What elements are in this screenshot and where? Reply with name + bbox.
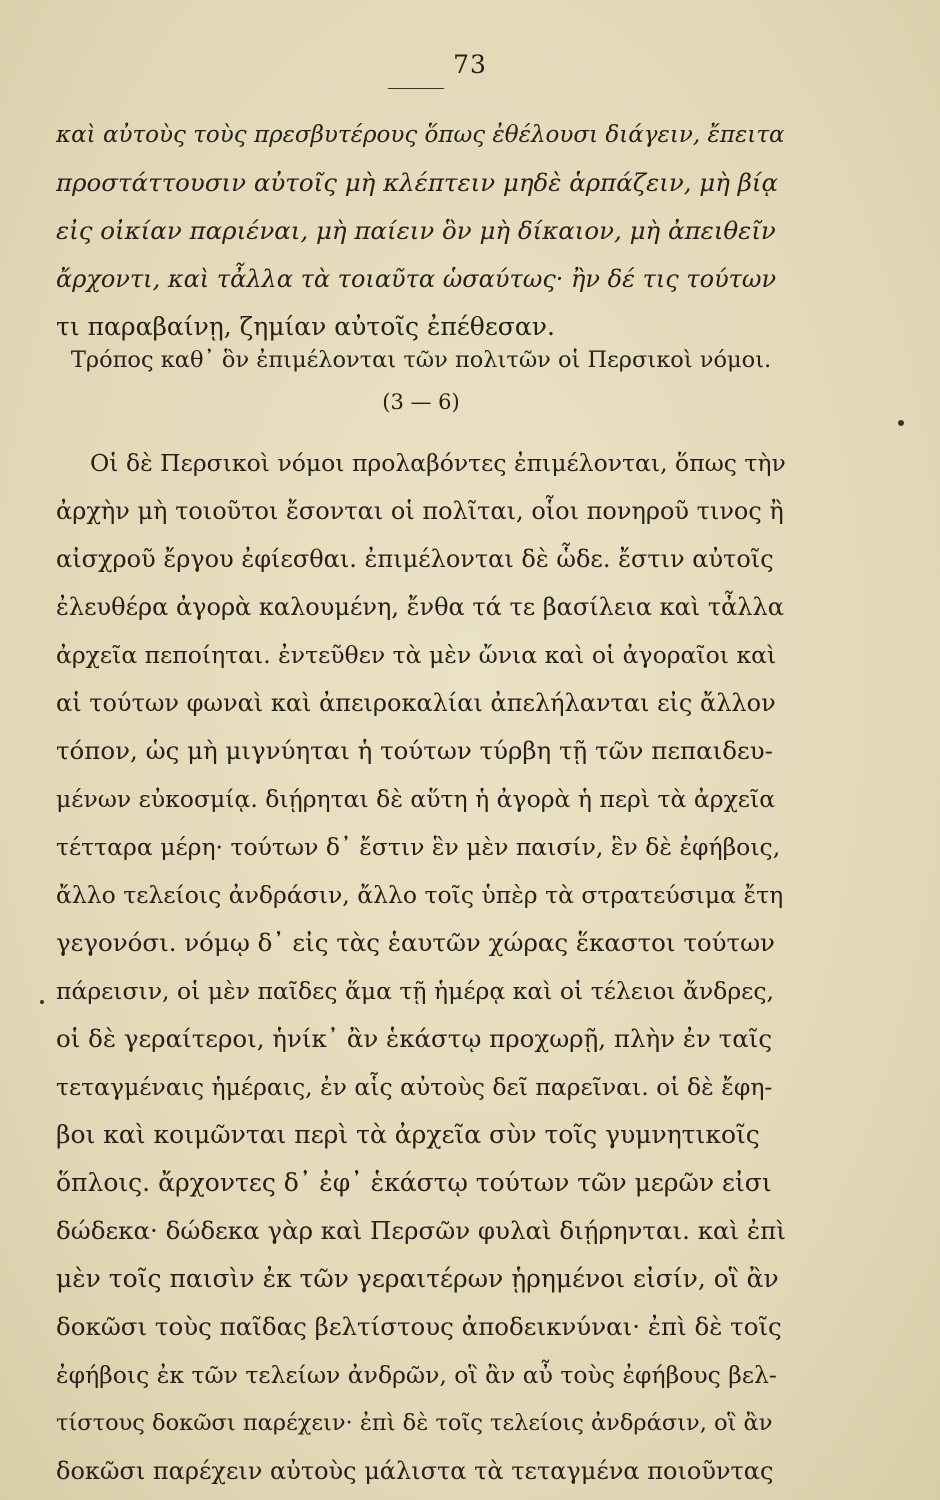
- body-line: ἐφήβοις ἐκ τῶν τελείων ἀνδρῶν, οἳ ἂν αὖ τοὺς ἐφήβους βελ-: [56, 1361, 777, 1389]
- body-line: τίστους δοκῶσι παρέχειν· ἐπὶ δὲ τοῖς τελείοις ἀνδράσιν, οἳ ἂν: [56, 1410, 773, 1436]
- body-line: τεταγμέναις ἡμέραις, ἐν αἷς αὐτοὺς δεῖ παρεῖναι. οἱ δὲ ἔφη-: [56, 1073, 773, 1101]
- page-number-rule: [388, 88, 444, 89]
- body-line: ἐλευθέρα ἀγορὰ καλουμένη, ἔνθα τά τε βασίλεια καὶ τἆλλα: [56, 593, 784, 621]
- body-line: δώδεκα· δώδεκα γὰρ καὶ Περσῶν φυλαὶ διῄρηνται. καὶ ἐπὶ: [56, 1216, 786, 1245]
- intro-line: καὶ αὐτοὺς τοὺς πρεσβυτέρους ὅπως ἐθέλουσι διάγειν, ἔπειτα: [56, 122, 785, 148]
- page-number: 73: [453, 50, 487, 79]
- body-line: ἄλλο τελείοις ἀνδράσιν, ἄλλο τοῖς ὑπὲρ τὰ στρατεύσιμα ἔτη: [56, 881, 784, 909]
- body-line: μένων εὐκοσμίᾳ. διῄρηται δὲ αὕτη ἡ ἀγορὰ ἡ περὶ τὰ ἀρχεῖα: [56, 785, 776, 813]
- body-line: αἰσχροῦ ἔργου ἐφίεσθαι. ἐπιμέλονται δὲ ὧδε. ἔστιν αὐτοῖς: [56, 545, 774, 573]
- body-line: πάρεισιν, οἱ μὲν παῖδες ἅμα τῇ ἡμέρᾳ καὶ οἱ τέλειοι ἄνδρες,: [56, 977, 774, 1005]
- body-line: ἀρχὴν μὴ τοιοῦτοι ἔσονται οἱ πολῖται, οἷοι πονηροῦ τινος ἢ: [56, 497, 784, 525]
- body-line: δοκῶσι παρέχειν αὐτοὺς μάλιστα τὰ τεταγμένα ποιοῦντας: [56, 1457, 774, 1485]
- section-heading-range: (3 — 6): [382, 390, 460, 414]
- intro-line: ἄρχοντι, καὶ τἆλλα τὰ τοιαῦτα ὡσαύτως· ἢν δέ τις τούτων: [56, 265, 777, 293]
- body-line: οἱ δὲ γεραίτεροι, ἡνίκ᾽ ἂν ἑκάστῳ προχωρῇ, πλὴν ἐν ταῖς: [56, 1024, 773, 1053]
- intro-line: τι παραβαίνῃ, ζημίαν αὐτοῖς ἐπέθεσαν.: [56, 312, 555, 341]
- body-line: τόπον, ὡς μὴ μιγνύηται ἡ τούτων τύρβη τῇ τῶν πεπαιδευ-: [56, 736, 773, 765]
- ink-speck: [898, 420, 904, 426]
- ink-speck: [40, 1000, 44, 1004]
- body-line: ἀρχεῖα πεποίηται. ἐντεῦθεν τὰ μὲν ὤνια καὶ οἱ ἀγοραῖοι καὶ: [56, 641, 777, 669]
- body-line: Οἱ δὲ Περσικοὶ νόμοι προλαβόντες ἐπιμέλονται, ὅπως τὴν: [90, 449, 786, 477]
- body-line: γεγονόσι. νόμῳ δ᾽ εἰς τὰς ἑαυτῶν χώρας ἕκαστοι τούτων: [56, 928, 775, 957]
- intro-line: εἰς οἰκίαν παριέναι, μὴ παίειν ὃν μὴ δίκαιον, μὴ ἀπειθεῖν: [56, 216, 776, 245]
- body-line: τέτταρα μέρη· τούτων δ᾽ ἔστιν ἓν μὲν παισίν, ἓν δὲ ἐφήβοις,: [56, 833, 781, 861]
- body-line: μὲν τοῖς παισὶν ἐκ τῶν γεραιτέρων ᾑρημένοι εἰσίν, οἳ ἂν: [56, 1264, 779, 1293]
- body-line: αἱ τούτων φωναὶ καὶ ἀπειροκαλίαι ἀπελήλανται εἰς ἄλλον: [56, 689, 776, 717]
- body-line: βοι καὶ κοιμῶνται περὶ τὰ ἀρχεῖα σὺν τοῖς γυμνητικοῖς: [56, 1120, 760, 1149]
- body-line: δοκῶσι τοὺς παῖδας βελτίστους ἀποδεικνύναι· ἐπὶ δὲ τοῖς: [56, 1312, 782, 1341]
- intro-line: προστάττουσιν αὐτοῖς μὴ κλέπτειν μηδὲ ἁρπάζειν, μὴ βίᾳ: [56, 168, 779, 197]
- section-heading: Τρόπος καθ᾽ ὃν ἐπιμέλονται τῶν πολιτῶν οἱ Περσικοὶ νόμοι.: [70, 347, 772, 373]
- body-line: ὅπλοις. ἄρχοντες δ᾽ ἐφ᾽ ἑκάστῳ τούτων τῶν μερῶν εἰσι: [56, 1168, 772, 1197]
